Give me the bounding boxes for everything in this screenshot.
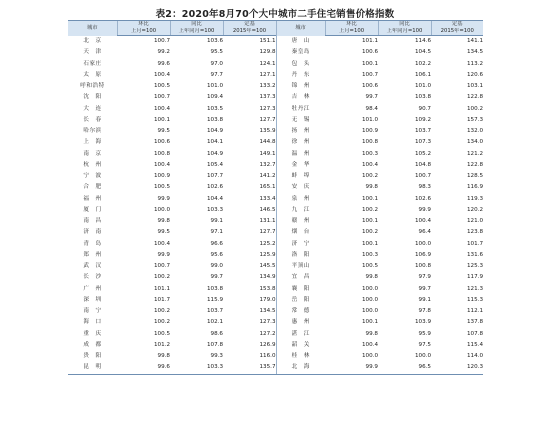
cell-fixed-left: 127.3 <box>259 319 276 326</box>
cell-city-right: 常 德 <box>276 306 325 317</box>
cell-mom-left: 101.7 <box>153 296 170 303</box>
header-fixed: 定基 <box>223 21 276 29</box>
cell-yoy-right: 104.5 <box>414 49 431 56</box>
cell-mom-left: 99.9 <box>157 251 170 258</box>
cell-city-left: 上 海 <box>83 139 102 146</box>
cell-mom-right: 100.1 <box>361 195 378 202</box>
cell-mom-left: 100.7 <box>153 263 170 269</box>
cell-yoy-right: 100.0 <box>414 353 431 359</box>
cell-yoy-left: 115.9 <box>206 296 223 303</box>
cell-city-left: 武 汉 <box>83 263 102 269</box>
cell-mom-left: 99.6 <box>117 362 170 374</box>
table-row <box>68 239 483 250</box>
table-row <box>68 36 483 48</box>
cell-yoy-left: 103.8 <box>206 285 223 292</box>
cell-fixed-left: 144.8 <box>259 139 276 146</box>
cell-fixed-right: 132.0 <box>466 128 483 134</box>
cell-yoy-right: 103.8 <box>414 94 431 101</box>
cell-yoy-right: 100.7 <box>414 173 431 179</box>
cell-yoy-right: 99.9 <box>418 206 431 213</box>
cell-city-left: 南 昌 <box>83 218 102 224</box>
cell-fixed-left: 135.9 <box>259 128 276 134</box>
cell-fixed-right: 137.8 <box>466 319 483 326</box>
cell-yoy-left: 103.7 <box>206 308 223 314</box>
cell-mom-left: 101.2 <box>153 341 170 348</box>
header-mom: 环比 <box>117 21 170 29</box>
cell-fixed-right: 115.4 <box>466 341 483 348</box>
cell-city-right: 安 庆 <box>276 182 325 193</box>
cell-fixed-right: 113.2 <box>466 60 483 67</box>
cell-mom-left: 100.6 <box>153 139 170 146</box>
cell-yoy-right: 99.7 <box>418 285 431 292</box>
cell-yoy-right: 98.3 <box>418 184 431 191</box>
cell-yoy-left: 109.4 <box>206 94 223 101</box>
cell-yoy-left: 103.6 <box>206 38 223 44</box>
cell-yoy-left: 96.6 <box>210 240 223 247</box>
table-row <box>68 92 483 103</box>
cell-yoy-right: 100.8 <box>414 263 431 269</box>
cell-mom-right: 100.6 <box>361 49 378 56</box>
cell-mom-left: 100.9 <box>153 173 170 179</box>
cell-fixed-left: 127.1 <box>259 71 276 78</box>
cell-mom-left: 100.5 <box>153 83 170 89</box>
cell-fixed-left: 134.5 <box>259 308 276 314</box>
cell-city-left: 哈尔滨 <box>83 128 102 134</box>
cell-fixed-left: 131.1 <box>259 218 276 224</box>
cell-yoy-left: 103.5 <box>206 105 223 112</box>
cell-fixed-right: 120.6 <box>466 71 483 78</box>
cell-fixed-left: 151.1 <box>259 38 276 44</box>
cell-mom-right: 100.7 <box>361 71 378 78</box>
cell-mom-left: 100.7 <box>153 94 170 101</box>
cell-mom-right: 100.9 <box>361 128 378 134</box>
cell-yoy-right: 100.0 <box>414 240 431 247</box>
table-row <box>68 194 483 205</box>
cell-city-left: 沈 阳 <box>83 94 102 101</box>
cell-city-left: 大 连 <box>83 105 102 112</box>
cell-mom-right: 100.2 <box>361 229 378 236</box>
table-row <box>68 317 483 328</box>
cell-city-left: 贵 阳 <box>83 353 102 359</box>
cell-yoy-left: 104.9 <box>206 128 223 134</box>
cell-city-right: 扬 州 <box>276 126 325 137</box>
table-row <box>68 59 483 70</box>
cell-fixed-left: 146.5 <box>259 206 276 213</box>
header-yoy-sub: 上年同月=100 <box>170 28 223 36</box>
cell-mom-right: 100.0 <box>361 308 378 314</box>
cell-yoy-right: 97.8 <box>418 308 431 314</box>
cell-mom-left: 100.0 <box>153 206 170 213</box>
table-row <box>68 205 483 216</box>
cell-mom-left: 99.5 <box>157 128 170 134</box>
cell-city-left: 长 沙 <box>83 274 102 281</box>
cell-mom-left: 100.4 <box>153 161 170 168</box>
cell-city-left: 厦 门 <box>83 206 102 213</box>
cell-yoy-left: 104.4 <box>206 195 223 202</box>
cell-city-right: 牡丹江 <box>276 104 325 115</box>
cell-fixed-right: 128.5 <box>466 173 483 179</box>
cell-city-right: 包 头 <box>276 59 325 70</box>
cell-city-right: 宜 昌 <box>276 272 325 283</box>
cell-mom-right: 101.1 <box>361 38 378 44</box>
cell-mom-right: 99.8 <box>365 184 378 191</box>
cell-city-right: 韶 关 <box>276 340 325 351</box>
cell-fixed-left: 127.7 <box>259 229 276 236</box>
cell-city-left: 成 都 <box>83 341 102 348</box>
cell-yoy-left: 95.5 <box>210 49 223 56</box>
cell-city-right: 襄 阳 <box>276 284 325 295</box>
table-row <box>68 250 483 261</box>
cell-city-left: 青 岛 <box>83 240 102 247</box>
cell-mom-left: 100.4 <box>153 71 170 78</box>
cell-mom-left: 101.1 <box>153 285 170 292</box>
cell-fixed-right: 134.0 <box>466 139 483 146</box>
table-row <box>68 149 483 160</box>
header-fixed-sub-2: 2015年=100 <box>431 28 483 36</box>
cell-yoy-right: 107.3 <box>414 139 431 146</box>
cell-city-left: 济 南 <box>83 229 102 236</box>
cell-city-left: 天 津 <box>83 49 102 56</box>
cell-yoy-right: 106.1 <box>414 71 431 78</box>
cell-fixed-right: 101.7 <box>466 240 483 247</box>
cell-fixed-right: 122.8 <box>466 161 483 168</box>
cell-fixed-right: 157.3 <box>466 116 483 123</box>
cell-city-right: 金 华 <box>276 160 325 171</box>
cell-yoy-left: 99.3 <box>210 353 223 359</box>
cell-city-right: 徐 州 <box>276 137 325 148</box>
cell-mom-left: 100.8 <box>153 150 170 157</box>
table-row <box>68 47 483 58</box>
cell-yoy-left: 105.4 <box>206 161 223 168</box>
cell-mom-right: 100.0 <box>361 353 378 359</box>
cell-fixed-right: 115.3 <box>466 296 483 303</box>
cell-yoy-right: 101.0 <box>414 83 431 89</box>
cell-fixed-right: 121.3 <box>466 285 483 292</box>
table-row <box>68 182 483 193</box>
cell-mom-left: 99.5 <box>157 229 170 236</box>
table-row <box>68 81 483 92</box>
cell-yoy-left: 102.1 <box>206 319 223 326</box>
cell-yoy-left: 107.8 <box>206 341 223 348</box>
cell-yoy-right: 106.9 <box>414 251 431 258</box>
cell-city-right: 烟 台 <box>276 227 325 238</box>
cell-city-left: 深 圳 <box>83 296 102 303</box>
table-row <box>68 329 483 340</box>
cell-mom-left: 100.4 <box>153 105 170 112</box>
cell-mom-left: 99.2 <box>157 49 170 56</box>
cell-city-right: 桂 林 <box>276 351 325 362</box>
cell-fixed-left: 135.7 <box>223 362 276 374</box>
table-row <box>68 362 483 374</box>
header-mom-2: 环比 <box>325 21 378 29</box>
cell-yoy-left: 103.8 <box>206 116 223 123</box>
cell-mom-right: 99.7 <box>365 94 378 101</box>
cell-yoy-left: 102.6 <box>206 184 223 191</box>
cell-mom-right: 100.4 <box>361 341 378 348</box>
cell-fixed-right: 120.2 <box>466 206 483 213</box>
table-row <box>68 126 483 137</box>
cell-mom-right: 99.9 <box>325 362 378 374</box>
cell-fixed-right: 121.2 <box>466 150 483 157</box>
table-row <box>68 70 483 81</box>
cell-mom-left: 100.7 <box>153 38 170 44</box>
cell-yoy-left: 107.7 <box>206 173 223 179</box>
header-mom-sub-2: 上月=100 <box>325 28 378 36</box>
cell-yoy-right: 90.7 <box>418 105 431 112</box>
cell-yoy-right: 99.1 <box>418 296 431 303</box>
cell-mom-right: 100.0 <box>361 285 378 292</box>
cell-yoy-left: 99.0 <box>210 263 223 269</box>
cell-yoy-right: 102.2 <box>414 60 431 67</box>
table-row <box>68 340 483 351</box>
cell-fixed-left: 165.1 <box>259 184 276 191</box>
cell-fixed-left: 141.2 <box>259 173 276 179</box>
cell-city-left: 昆 明 <box>68 362 117 374</box>
cell-yoy-left: 97.1 <box>210 229 223 236</box>
cell-fixed-right: 119.3 <box>466 195 483 202</box>
cell-fixed-right: 121.0 <box>466 218 483 224</box>
cell-yoy-right: 109.2 <box>414 116 431 123</box>
table-title: 表2：2020年8月70个大中城市二手住宅销售价格指数 <box>155 9 395 20</box>
cell-fixed-left: 127.7 <box>259 116 276 123</box>
cell-yoy-left: 101.0 <box>206 83 223 89</box>
cell-city-left: 重 庆 <box>83 330 102 337</box>
cell-mom-right: 100.1 <box>361 319 378 326</box>
cell-city-left: 南 宁 <box>83 308 102 314</box>
header-city-2: 城市 <box>276 21 325 36</box>
cell-yoy-right: 103.7 <box>414 128 431 134</box>
cell-city-left: 太 原 <box>83 71 102 78</box>
cell-fixed-right: 131.6 <box>466 251 483 258</box>
cell-fixed-right: 103.1 <box>466 83 483 89</box>
table-body <box>68 36 483 375</box>
cell-yoy-left: 104.9 <box>206 150 223 157</box>
cell-mom-right: 100.3 <box>361 150 378 157</box>
cell-yoy-right: 100.4 <box>414 218 431 224</box>
cell-mom-left: 99.8 <box>157 218 170 224</box>
cell-city-left: 福 州 <box>83 195 102 202</box>
cell-city-left: 郑 州 <box>83 251 102 258</box>
cell-city-right: 丹 东 <box>276 70 325 81</box>
header-yoy-sub-2: 上年同月=100 <box>378 28 431 36</box>
cell-mom-right: 100.5 <box>361 263 378 269</box>
cell-city-right: 济 宁 <box>276 239 325 250</box>
cell-fixed-right: 100.2 <box>466 105 483 112</box>
cell-city-right: 吉 林 <box>276 92 325 103</box>
cell-fixed-right: 116.9 <box>466 184 483 191</box>
header-mom-sub: 上月=100 <box>117 28 170 36</box>
cell-city-right: 洛 阳 <box>276 250 325 261</box>
cell-mom-left: 100.5 <box>153 184 170 191</box>
cell-fixed-left: 125.2 <box>259 240 276 247</box>
table-row <box>68 216 483 227</box>
table-row <box>68 351 483 362</box>
cell-fixed-right: 134.5 <box>466 49 483 56</box>
cell-city-right: 蚌 埠 <box>276 171 325 182</box>
header-city: 城市 <box>68 21 117 36</box>
table-row <box>68 171 483 182</box>
cell-fixed-right: 114.0 <box>466 353 483 359</box>
cell-yoy-left: 103.3 <box>206 206 223 213</box>
cell-fixed-left: 145.5 <box>259 263 276 269</box>
cell-mom-right: 100.8 <box>361 139 378 146</box>
cell-fixed-right: 141.1 <box>466 38 483 44</box>
header-fixed-2: 定基 <box>431 21 483 29</box>
cell-yoy-right: 103.9 <box>414 319 431 326</box>
table-row <box>68 227 483 238</box>
cell-mom-right: 100.1 <box>361 240 378 247</box>
cell-mom-left: 100.5 <box>153 330 170 337</box>
cell-yoy-left: 95.6 <box>210 251 223 258</box>
cell-fixed-left: 116.0 <box>259 353 276 359</box>
cell-yoy-right: 97.9 <box>418 274 431 281</box>
cell-mom-left: 100.2 <box>153 308 170 314</box>
cell-yoy-left: 99.1 <box>210 218 223 224</box>
cell-yoy-left: 98.6 <box>210 330 223 337</box>
table-row <box>68 284 483 295</box>
cell-mom-right: 100.1 <box>361 218 378 224</box>
cell-fixed-left: 179.0 <box>259 296 276 303</box>
cell-fixed-right: 107.8 <box>466 330 483 337</box>
table-row <box>68 272 483 283</box>
cell-yoy-right: 102.6 <box>414 195 431 202</box>
cell-fixed-left: 153.8 <box>259 285 276 292</box>
cell-fixed-right: 112.1 <box>466 308 483 314</box>
cell-city-right: 九 江 <box>276 205 325 216</box>
cell-fixed-left: 124.1 <box>259 60 276 67</box>
cell-city-right: 泉 州 <box>276 194 325 205</box>
cell-fixed-left: 126.9 <box>259 341 276 348</box>
cell-city-right: 温 州 <box>276 149 325 160</box>
cell-yoy-right: 96.4 <box>418 229 431 236</box>
cell-fixed-right: 120.3 <box>431 362 483 374</box>
table-row <box>68 295 483 306</box>
cell-mom-left: 100.4 <box>153 240 170 247</box>
table-row <box>68 306 483 317</box>
cell-city-left: 长 春 <box>83 116 102 123</box>
cell-mom-right: 100.6 <box>361 83 378 89</box>
price-index-table <box>68 20 483 375</box>
cell-city-right: 锦 州 <box>276 81 325 92</box>
cell-yoy-left: 97.0 <box>210 60 223 67</box>
cell-mom-right: 99.8 <box>365 330 378 337</box>
table-row <box>68 115 483 126</box>
cell-mom-right: 100.2 <box>361 206 378 213</box>
cell-fixed-left: 127.2 <box>259 330 276 337</box>
cell-city-left: 南 京 <box>83 150 102 157</box>
cell-fixed-left: 134.9 <box>259 274 276 281</box>
cell-yoy-left: 104.1 <box>206 139 223 146</box>
cell-mom-left: 99.8 <box>157 353 170 359</box>
cell-fixed-left: 127.3 <box>259 105 276 112</box>
cell-fixed-left: 137.3 <box>259 94 276 101</box>
cell-yoy-left: 99.7 <box>210 274 223 281</box>
cell-fixed-right: 122.8 <box>466 94 483 101</box>
header-yoy-2: 同比 <box>378 21 431 29</box>
cell-mom-right: 100.3 <box>361 251 378 258</box>
cell-yoy-right: 96.5 <box>378 362 431 374</box>
cell-city-right: 平顶山 <box>276 261 325 272</box>
cell-mom-right: 99.8 <box>365 274 378 281</box>
cell-mom-left: 99.9 <box>157 195 170 202</box>
cell-fixed-right: 123.8 <box>466 229 483 236</box>
cell-yoy-left: 103.3 <box>170 362 223 374</box>
table-row <box>68 261 483 272</box>
cell-city-left: 北 京 <box>83 37 102 44</box>
cell-mom-left: 99.6 <box>157 60 170 67</box>
table-header <box>68 21 483 36</box>
cell-mom-right: 98.4 <box>365 105 378 112</box>
cell-city-left: 杭 州 <box>83 161 102 168</box>
cell-fixed-left: 133.4 <box>259 195 276 202</box>
cell-yoy-right: 105.2 <box>414 150 431 157</box>
cell-city-left: 呼和浩特 <box>80 83 105 89</box>
cell-city-right: 惠 州 <box>276 317 325 328</box>
cell-yoy-right: 104.8 <box>414 161 431 168</box>
cell-city-right: 北 海 <box>276 362 325 374</box>
cell-fixed-left: 132.7 <box>259 161 276 168</box>
cell-city-right: 秦皇岛 <box>276 47 325 58</box>
cell-mom-left: 100.1 <box>153 116 170 123</box>
cell-fixed-left: 133.2 <box>259 83 276 89</box>
table-row <box>68 104 483 115</box>
cell-fixed-right: 117.9 <box>466 274 483 281</box>
cell-city-left: 宁 波 <box>83 173 102 179</box>
cell-fixed-left: 149.1 <box>259 150 276 157</box>
cell-fixed-left: 125.9 <box>259 251 276 258</box>
cell-city-left: 合 肥 <box>83 184 102 191</box>
cell-city-left: 石家庄 <box>83 60 102 67</box>
cell-yoy-left: 97.7 <box>210 71 223 78</box>
cell-city-left: 广 州 <box>83 285 102 292</box>
table-row <box>68 137 483 148</box>
cell-yoy-right: 114.6 <box>414 38 431 44</box>
header-yoy: 同比 <box>170 21 223 29</box>
cell-mom-right: 100.4 <box>361 161 378 168</box>
cell-mom-left: 100.2 <box>153 319 170 326</box>
cell-city-right: 唐 山 <box>276 36 325 48</box>
cell-city-right: 湛 江 <box>276 329 325 340</box>
cell-city-right: 岳 阳 <box>276 295 325 306</box>
cell-mom-right: 101.0 <box>361 116 378 123</box>
cell-mom-right: 100.0 <box>361 296 378 303</box>
table-row <box>68 160 483 171</box>
cell-mom-right: 100.1 <box>361 60 378 67</box>
cell-city-right: 赣 州 <box>276 216 325 227</box>
header-fixed-sub: 2015年=100 <box>223 28 276 36</box>
cell-city-left: 海 口 <box>83 319 102 326</box>
cell-yoy-right: 95.9 <box>418 330 431 337</box>
cell-fixed-left: 129.8 <box>259 49 276 56</box>
cell-mom-left: 100.2 <box>153 274 170 281</box>
cell-city-right: 无 锡 <box>276 115 325 126</box>
cell-fixed-right: 125.3 <box>466 263 483 269</box>
cell-yoy-right: 97.5 <box>418 341 431 348</box>
cell-mom-right: 100.2 <box>361 173 378 179</box>
